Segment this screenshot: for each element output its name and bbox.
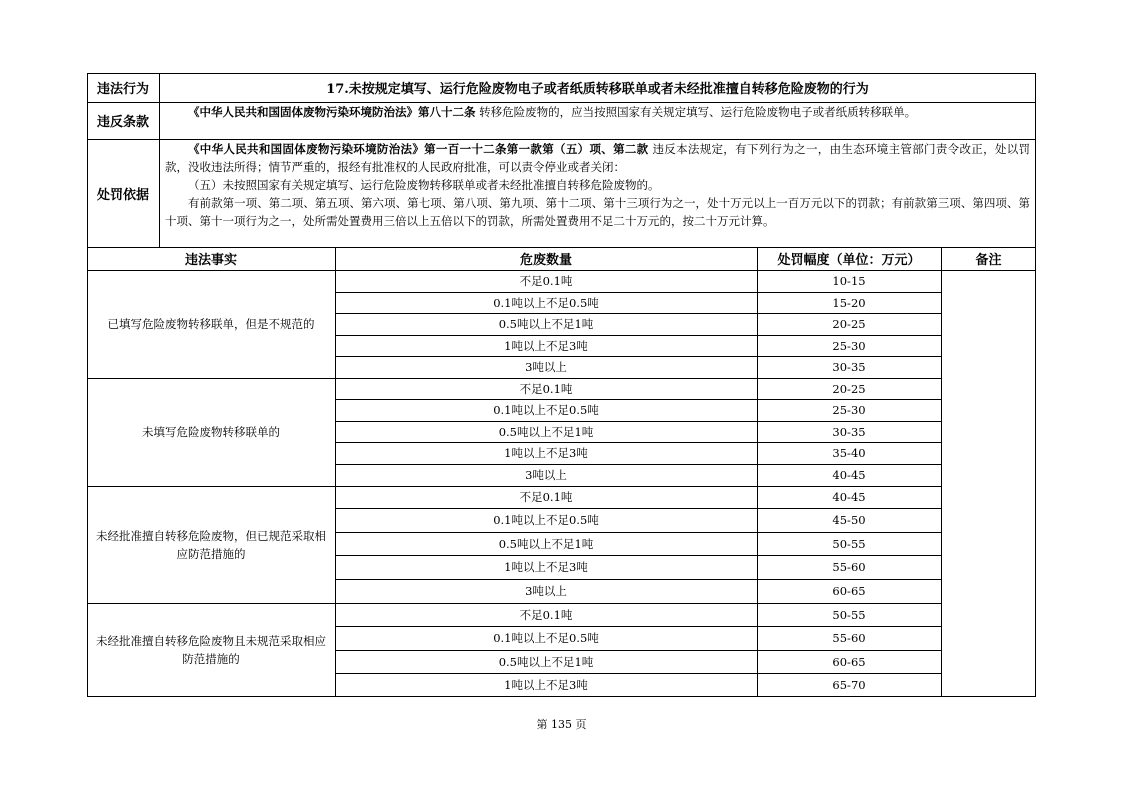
col-header-range: 处罚幅度（单位：万元） bbox=[777, 253, 921, 268]
quantity-cell: 0.1吨以上不足0.5吨 bbox=[493, 403, 599, 417]
range-cell: 55-60 bbox=[832, 560, 866, 574]
quantity-cell: 不足0.1吨 bbox=[519, 607, 573, 622]
range-cell: 40-45 bbox=[832, 490, 866, 504]
penalty-text-2: （五）未按照国家有关规定填写、运行危险废物转移联单或者未经批准擅自转移危险废物的。 bbox=[188, 178, 660, 192]
quantity-cell: 不足0.1吨 bbox=[519, 490, 573, 504]
violated-law: 《中华人民共和国固体废物污染环境防治法》第八十二条 bbox=[188, 105, 476, 119]
range-cell: 35-40 bbox=[832, 446, 866, 460]
quantity-cell: 0.5吨以上不足1吨 bbox=[498, 424, 594, 439]
quantity-cell: 1吨以上不足3吨 bbox=[504, 560, 588, 574]
penalty-text-1: 违反本法规定，有下列行为之一，由生态环境主管部门责令改正，处以罚款，没收违法所得；情节严重的，报经有批准权的人民政府批准，可以责令停业或者关闭： bbox=[165, 142, 1030, 174]
col-header-fact: 违法事实 bbox=[184, 253, 237, 268]
fact-cell: 未填写危险废物转移联单的 bbox=[142, 425, 280, 439]
quantity-cell: 不足0.1吨 bbox=[519, 274, 573, 288]
range-cell: 25-30 bbox=[832, 403, 866, 417]
range-cell: 10-15 bbox=[832, 274, 866, 288]
quantity-cell: 3吨以上 bbox=[525, 360, 567, 374]
quantity-cell: 不足0.1吨 bbox=[519, 381, 573, 396]
quantity-cell: 0.5吨以上不足1吨 bbox=[498, 654, 594, 669]
range-cell: 55-60 bbox=[832, 631, 866, 645]
col-header-quantity: 危废数量 bbox=[519, 253, 572, 268]
range-cell: 30-35 bbox=[832, 360, 866, 374]
range-cell: 20-25 bbox=[832, 381, 866, 396]
violated-text: 转移危险废物的，应当按照国家有关规定填写、运行危险废物电子或者纸质转移联单。 bbox=[475, 105, 917, 119]
quantity-cell: 0.5吨以上不足1吨 bbox=[498, 317, 594, 331]
page-number: 第 135 页 bbox=[536, 718, 587, 731]
fact-cell: 未经批准擅自转移危险废物且未规范采取相应防范措施的 bbox=[96, 634, 326, 666]
range-cell: 65-70 bbox=[832, 678, 866, 692]
range-cell: 20-25 bbox=[832, 317, 866, 331]
range-cell: 45-50 bbox=[832, 513, 866, 527]
violated-label: 违反条款 bbox=[96, 115, 149, 130]
offense-title: 17.未按规定填写、运行危险废物电子或者纸质转移联单或者未经批准擅自转移危险废物的行为 bbox=[326, 82, 869, 97]
quantity-cell: 0.5吨以上不足1吨 bbox=[498, 536, 594, 551]
fact-cell: 已填写危险废物转移联单，但是不规范的 bbox=[107, 317, 315, 331]
quantity-cell: 3吨以上 bbox=[525, 468, 567, 482]
range-cell: 50-55 bbox=[832, 607, 866, 622]
quantity-cell: 1吨以上不足3吨 bbox=[504, 446, 588, 460]
range-cell: 60-65 bbox=[832, 584, 866, 598]
quantity-cell: 0.1吨以上不足0.5吨 bbox=[493, 295, 599, 310]
fact-cell: 未经批准擅自转移危险废物，但已规范采取相应防范措施的 bbox=[96, 528, 326, 561]
range-cell: 15-20 bbox=[832, 295, 866, 310]
penalty-law: 《中华人民共和国固体废物污染环境防治法》第一百一十二条第一款第（五）项、第二款 bbox=[188, 142, 649, 156]
range-cell: 40-45 bbox=[832, 468, 866, 482]
quantity-cell: 3吨以上 bbox=[525, 584, 567, 598]
offense-label: 违法行为 bbox=[96, 82, 149, 97]
range-cell: 60-65 bbox=[832, 654, 866, 669]
range-cell: 25-30 bbox=[832, 338, 866, 353]
penalty-text-3: 有前款第一项、第二项、第五项、第六项、第七项、第八项、第九项、第十二项、第十三项行为之一，处十万元以上一百万元以下的罚款；有前款第三项、第四项、第十项、第十一项行为之一，处所需处置费用三倍以上五倍以下的罚款，所需处置费用不足二十万元的，按二十万元计算。 bbox=[165, 196, 1030, 228]
range-cell: 50-55 bbox=[832, 536, 866, 551]
quantity-cell: 1吨以上不足3吨 bbox=[504, 678, 588, 692]
quantity-cell: 1吨以上不足3吨 bbox=[504, 338, 588, 353]
quantity-cell: 0.1吨以上不足0.5吨 bbox=[493, 513, 599, 527]
penalty-label: 处罚依据 bbox=[96, 187, 149, 203]
col-header-remark: 备注 bbox=[975, 253, 1002, 268]
quantity-cell: 0.1吨以上不足0.5吨 bbox=[493, 631, 599, 645]
range-cell: 30-35 bbox=[832, 424, 866, 439]
